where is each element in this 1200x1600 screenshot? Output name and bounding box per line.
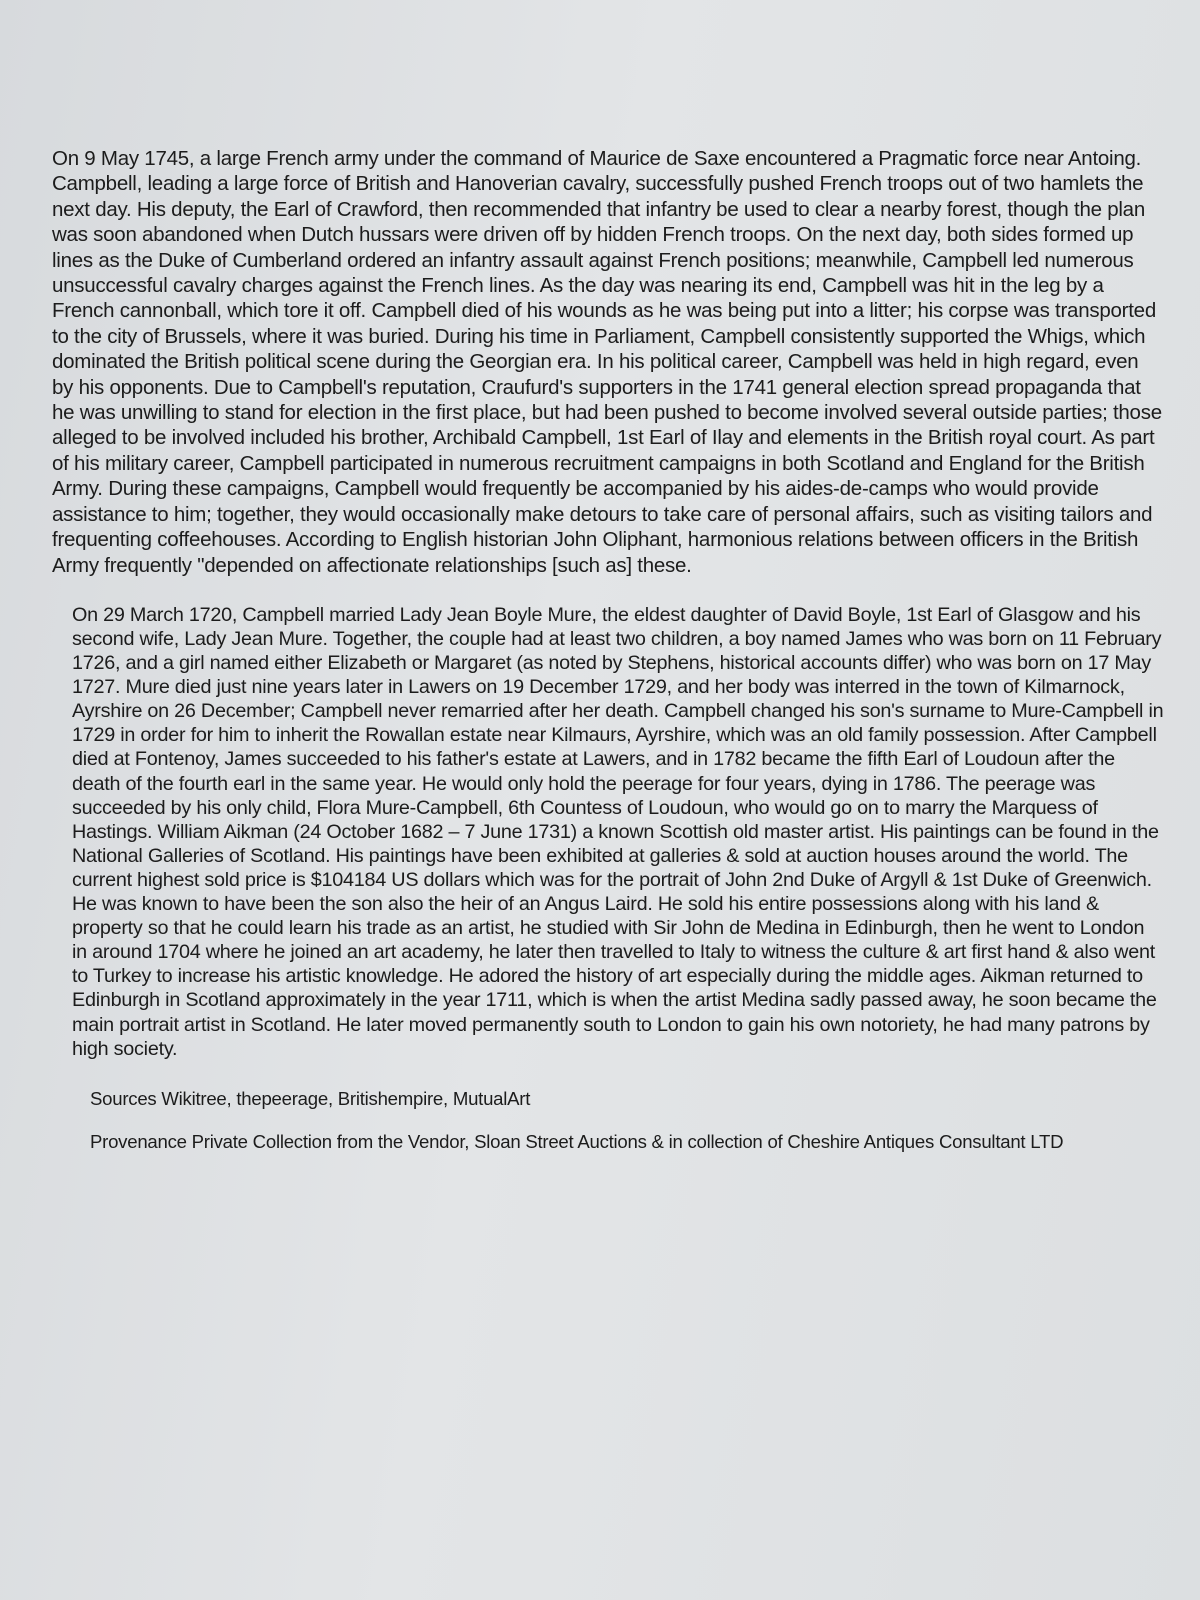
paragraph-campbell-military-career: On 9 May 1745, a large French army under the command of Maurice de Saxe encountered a Pragmatic force near Antoing. Campbell, leading a large force of British and Hanoverian cavalry, successfully pushed French troops out of two hamlets the next day. His deputy, the Earl of Crawford, then recommended that infantry be used to clear a nearby forest, though the plan was soon abandoned when Dutch hussars were driven off by hidden French troops. On the next day, both sides formed up lines as the Duke of Cumberland ordered an infantry assault against French positions; meanwhile, Campbell led numerous unsuccessful cavalry charges against the French lines. As the day was nearing its end, Campbell was hit in the leg by a French cannonball, which tore it off. Campbell died of his wounds as he was being put into a litter; his corpse was transported to the city of Brussels, where it was buried. During his time in Parliament, Campbell consistently supported the Whigs, which dominated the British political scene during the Georgian era. In his political career, Campbell was held in high regard, even by his opponents. Due to Campbell's reputation, Craufurd's supporters in the 1741 general election spread propaganda that he was unwilling to stand for election in the first place, but had been pushed to become involved several outside parties; those alleged to be involved included his brother, Archibald Campbell, 1st Earl of Ilay and elements in the British royal court. As part of his military career, Campbell participated in numerous recruitment campaigns in both Scotland and England for the British Army. During these campaigns, Campbell would frequently be accompanied by his aides-de-camps who would provide assistance to him; together, they would occasionally make detours to take care of personal affairs, such as visiting tailors and frequenting coffeehouses. According to English historian John Oliphant, harmonious relations between officers in the British Army frequently "depended on affectionate relationships [such as] these. <box>52 147 1162 577</box>
paragraph-campbell-family-and-aikman: On 29 March 1720, Campbell married Lady Jean Boyle Mure, the eldest daughter of David Boyle, 1st Earl of Glasgow and his second wife, Lady Jean Mure. Together, the couple had at least two children, a boy named James who was born on 11 February 1726, and a girl named either Elizabeth or Margaret (as noted by Stephens, historical accounts differ) who was born on 17 May 1727. Mure died just nine years later in Lawers on 19 December 1729, and her body was interred in the town of Kilmarnock, Ayrshire on 26 December; Campbell never remarried after her death. Campbell changed his son's surname to Mure-Campbell in 1729 in order for him to inherit the Rowallan estate near Kilmaurs, Ayrshire, which was an old family possession. After Campbell died at Fontenoy, James succeeded to his father's estate at Lawers, and in 1782 became the fifth Earl of Loudoun after the death of the fourth earl in the same year. He would only hold the peerage for four years, dying in 1786. The peerage was succeeded by his only child, Flora Mure-Campbell, 6th Countess of Loudoun, who would go on to marry the Marquess of Hastings. William Aikman (24 October 1682 – 7 June 1731) a known Scottish old master artist. His paintings can be found in the National Galleries of Scotland. His paintings have been exhibited at galleries & sold at auction houses around the world. The current highest sold price is $104184 US dollars which was for the portrait of John 2nd Duke of Argyll & 1st Duke of Greenwich. He was known to have been the son also the heir of an Angus Laird. He sold his entire possessions along with his land & property so that he could learn his trade as an artist, he studied with Sir John de Medina in Edinburgh, then he went to London in around 1704 where he joined an art academy, he later then travelled to Italy to witness the culture & art first hand & also went to Turkey to increase his artistic knowledge. He adored the history of art especially during the middle ages. Aikman returned to Edinburgh in Scotland approximately in the year 1711, which is when the artist Medina sadly passed away, he soon became the main portrait artist in Scotland. He later moved permanently south to London to gain his own notoriety, he had many patrons by high society. <box>72 603 1164 1060</box>
provenance-line: Provenance Private Collection from the Vendor, Sloan Street Auctions & in collection of Cheshire Antiques Consultant LTD <box>90 1130 1064 1152</box>
document-body <box>52 146 1164 1153</box>
sources-line: Sources Wikitree, thepeerage, Britishempire, MutualArt <box>90 1087 531 1109</box>
